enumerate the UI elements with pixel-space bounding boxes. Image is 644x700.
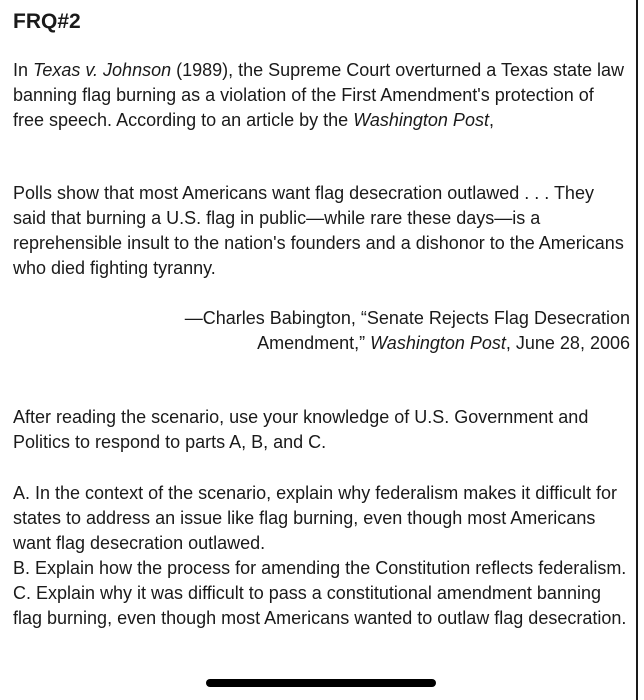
part-b: B. Explain how the process for amending the Constitution reflects federalism. bbox=[13, 558, 627, 578]
part-c: C. Explain why it was difficult to pass a constitutional amendment banning flag burning, even though most Americans wanted to outlaw flag desecration. bbox=[13, 583, 627, 628]
quote-paragraph: Polls show that most Americans want flag desecration outlawed . . . They said that burning a U.S. flag in public—while rare these days—is a reprehensible insult to the nation's founders and a dishonor to the Americans who died fighting tyranny. bbox=[13, 183, 624, 278]
attribution-line-1: —Charles Babington, “Senate Rejects Flag Desecration bbox=[184, 308, 630, 328]
scenario-text-end: , bbox=[488, 110, 494, 130]
attribution-text-a: Amendment,” bbox=[257, 333, 371, 353]
question-parts bbox=[13, 481, 628, 631]
case-name: Texas v. Johnson bbox=[33, 60, 172, 80]
attribution-date: , June 28, 2006 bbox=[505, 333, 630, 353]
home-indicator-bar[interactable] bbox=[206, 679, 436, 687]
scenario-paragraph bbox=[13, 58, 628, 133]
attribution-line-2 bbox=[185, 331, 630, 356]
part-a: A. In the context of the scenario, explain why federalism makes it difficult for states to address an issue like flag burning, even though most Americans want flag desecration outlawed. bbox=[13, 483, 617, 553]
instructions-paragraph: After reading the scenario, use your knowledge of U.S. Government and Politics to respond to parts A, B, and C. bbox=[13, 407, 589, 452]
quote-attribution bbox=[185, 306, 630, 356]
page-edge-divider bbox=[636, 0, 638, 700]
attribution-newspaper: Washington Post bbox=[370, 333, 506, 353]
page-title: FRQ#2 bbox=[13, 10, 81, 33]
newspaper-name: Washington Post bbox=[353, 110, 489, 130]
scenario-text-middle: (1989), the Supreme Court overturned a Texas state law banning flag burning as a violation of the First Amendment's protection of free speech. According to an article by the bbox=[13, 60, 625, 130]
scenario-text-start: In bbox=[13, 60, 34, 80]
